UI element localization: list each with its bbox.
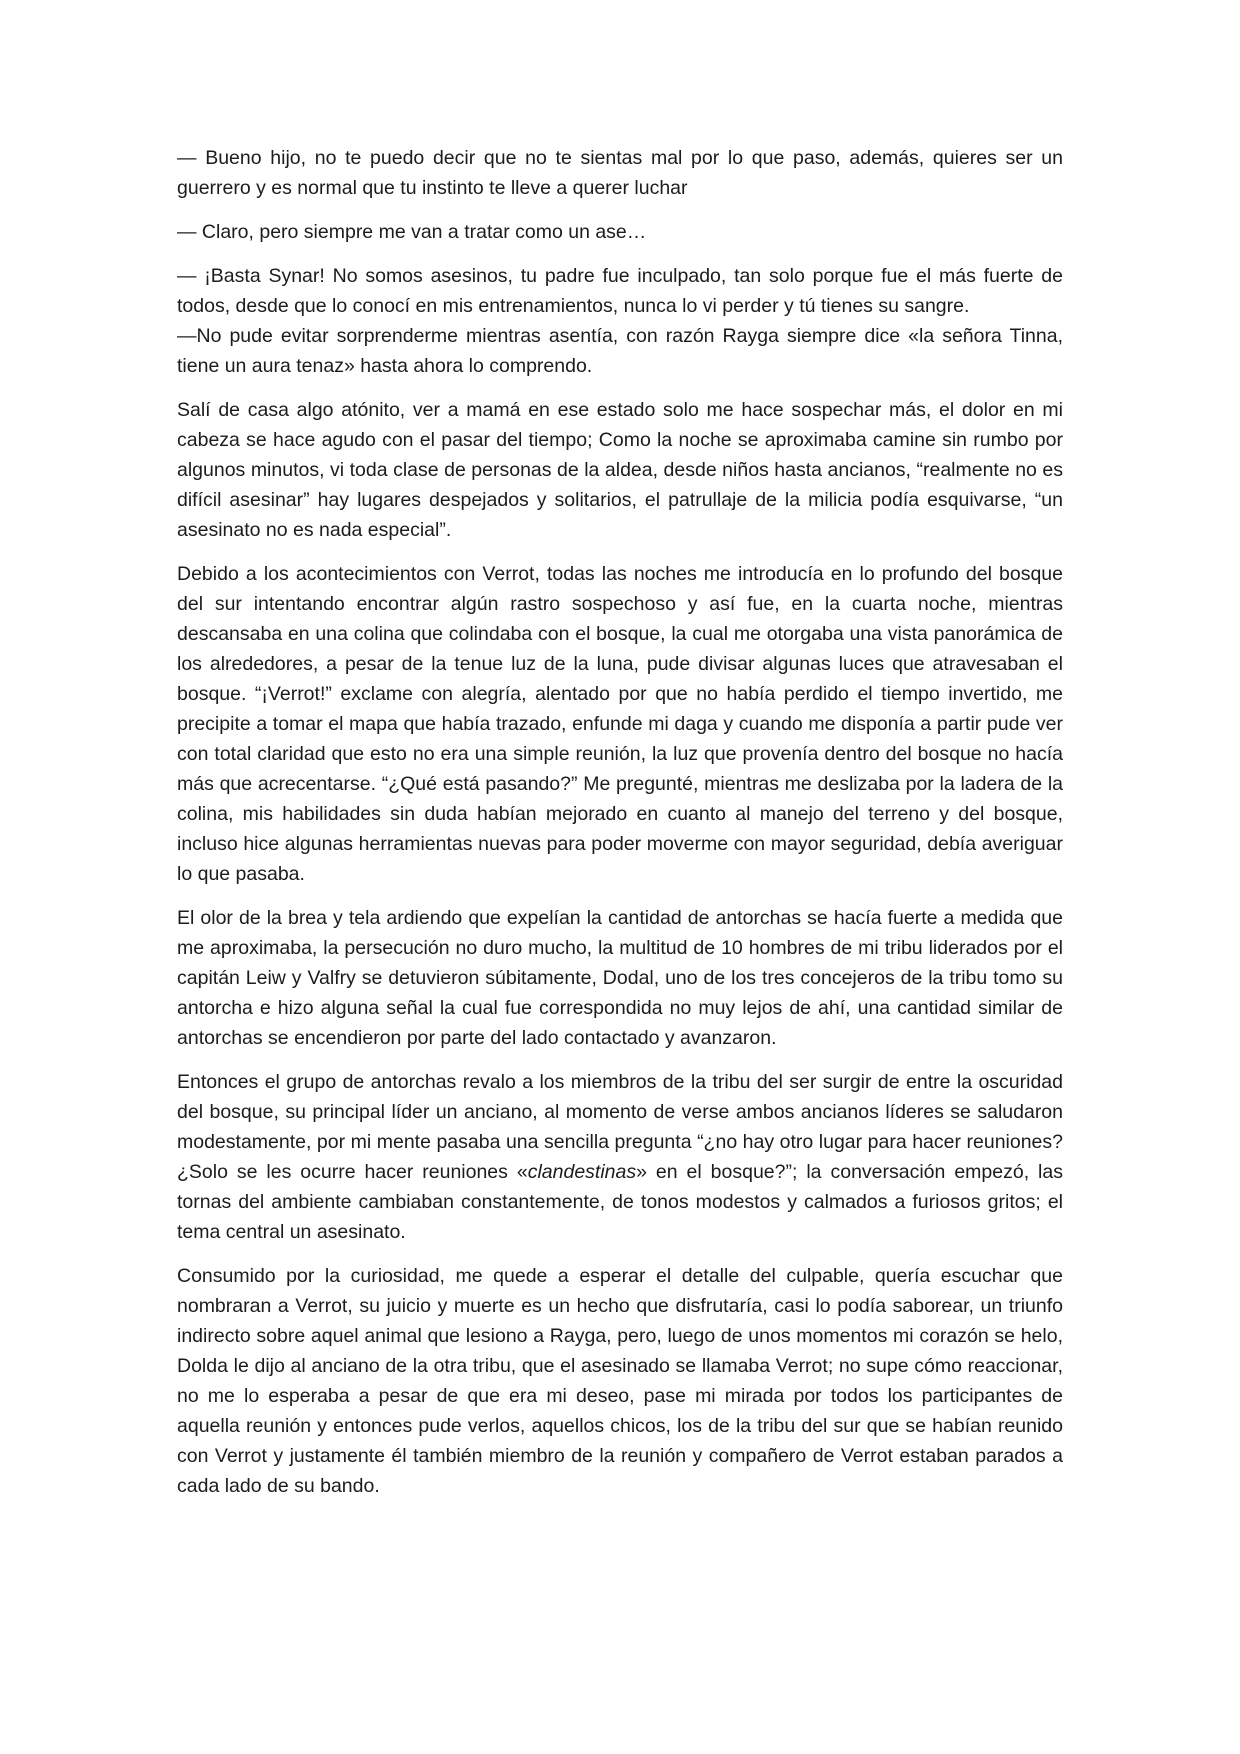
paragraph-narration-5 (177, 1261, 1063, 1501)
paragraph-line: —No pude evitar sorprenderme mientras asentía, con razón Rayga siempre dice «la señora Tinna, tiene un aura tenaz» hasta ahora lo comprendo. (177, 325, 1063, 377)
paragraph-line: Debido a los acontecimientos con Verrot, todas las noches me introducía en lo profundo del bosque del sur intentando encontrar algún rastro sospechoso y así fue, en la cuarta noche, mientras descansaba en una colina que colindaba con el bosque, la cual me otorgaba una vista panorámica de los alrededores, a pesar de la tenue luz de la luna, pude divisar algunas luces que atravesaban el bosque. “¡Verrot!” exclame con alegría, alentado por que no había perdido el tiempo invertido, me precipite a tomar el mapa que había trazado, enfunde mi daga y cuando me disponía a partir pude ver con total claridad que esto no era una simple reunión, la luz que provenía dentro del bosque no hacía más que acrecentarse. “¿Qué está pasando?” Me pregunté, mientras me deslizaba por la ladera de la colina, mis habilidades sin duda habían mejorado en cuanto al manejo del terreno y del bosque, incluso hice algunas herramientas nuevas para poder moverme con mayor seguridad, debía averiguar lo que pasaba. (177, 563, 1063, 885)
paragraph-narration-4 (177, 1067, 1063, 1247)
paragraph-narration-2 (177, 559, 1063, 889)
paragraph-line: — ¡Basta Synar! No somos asesinos, tu padre fue inculpado, tan solo porque fue el más fuerte de todos, desde que lo conocí en mis entrenamientos, nunca lo vi perder y tú tienes su sangre. (177, 265, 1063, 317)
paragraph-dialogue-mother-2 (177, 261, 1063, 381)
paragraph-line: Salí de casa algo atónito, ver a mamá en ese estado solo me hace sospechar más, el dolor en mi cabeza se hace agudo con el pasar del tiempo; Como la noche se aproximaba camine sin rumbo por algunos minutos, vi toda clase de personas de la aldea, desde niños hasta ancianos, “realmente no es difícil asesinar” hay lugares despejados y solitarios, el patrullaje de la milicia podía esquivarse, “un asesinato no es nada especial”. (177, 399, 1063, 541)
paragraph-text-before-italic: Entonces el grupo de antorchas revalo a los miembros de la tribu del ser surgir de entre la oscuridad del bosque, su principal líder un anciano, al momento de verse ambos ancianos líderes se saludaron modestamente, por mi mente pasaba una sencilla pregunta “¿no hay otro lugar para hacer reuniones? ¿Solo se les ocurre hacer reuniones « (177, 1071, 1063, 1183)
paragraph-narration-1 (177, 395, 1063, 545)
paragraph-line: — Bueno hijo, no te puedo decir que no te sientas mal por lo que paso, además, quieres ser un guerrero y es normal que tu instinto te lleve a querer luchar (177, 147, 1063, 199)
paragraph-text-after-italic: » en el bosque?”; la conversación empezó, las tornas del ambiente cambiaban constantemente, de tonos modestos y calmados a furiosos gritos; el tema central un asesinato. (177, 1161, 1063, 1243)
paragraph-dialogue-mother-1 (177, 143, 1063, 203)
paragraph-line: El olor de la brea y tela ardiendo que expelían la cantidad de antorchas se hacía fuerte a medida que me aproximaba, la persecución no duro mucho, la multitud de 10 hombres de mi tribu liderados por el capitán Leiw y Valfry se detuvieron súbitamente, Dodal, uno de los tres concejeros de la tribu tomo su antorcha e hizo alguna señal la cual fue correspondida no muy lejos de ahí, una cantidad similar de antorchas se encendieron por parte del lado contactado y avanzaron. (177, 907, 1063, 1049)
paragraph-dialogue-synar (177, 217, 1063, 247)
document-body (177, 143, 1063, 1515)
italic-word: clandestinas (527, 1161, 637, 1183)
paragraph-line: Consumido por la curiosidad, me quede a esperar el detalle del culpable, quería escuchar que nombraran a Verrot, su juicio y muerte es un hecho que disfrutaría, casi lo podía saborear, un triunfo indirecto sobre aquel animal que lesiono a Rayga, pero, luego de unos momentos mi corazón se helo, Dolda le dijo al anciano de la otra tribu, que el asesinado se llamaba Verrot; no supe cómo reaccionar, no me lo esperaba a pesar de que era mi deseo, pase mi mirada por todos los participantes de aquella reunión y entonces pude verlos, aquellos chicos, los de la tribu del sur que se habían reunido con Verrot y justamente él también miembro de la reunión y compañero de Verrot estaban parados a cada lado de su bando. (177, 1265, 1063, 1497)
paragraph-line: — Claro, pero siempre me van a tratar como un ase… (177, 221, 647, 243)
paragraph-narration-3 (177, 903, 1063, 1053)
